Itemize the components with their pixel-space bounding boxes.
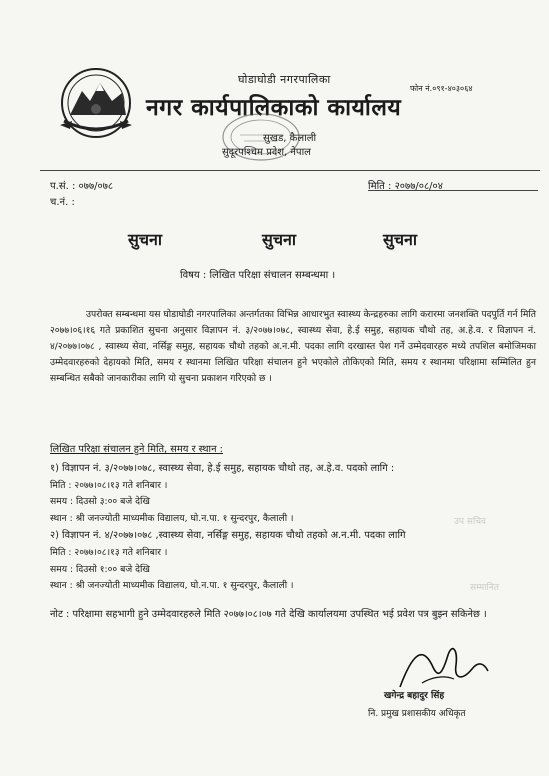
date-label: मिति (368, 181, 385, 192)
letter-date: मिति : २०७७/०८/०४ (368, 181, 443, 192)
date-underline (368, 190, 538, 191)
ps-value: ०७७/०७८ (78, 181, 114, 192)
date-value: २०७७/०८/०४ (394, 181, 443, 192)
schedule-item-1-date: मिति : २०७७।०८।१३ गते शनिबार । (50, 480, 168, 491)
reference-number: प.सं. : ०७७/०७८ (50, 181, 114, 192)
office-title: नगर कार्यपालिकाको कार्यालय (146, 95, 402, 121)
municipality-name: घोडाघोडी नगरपालिका (238, 73, 331, 86)
nepal-emblem-icon (50, 63, 142, 141)
signatory-title: नि. प्रमुख प्रशासकीय अधिकृत (368, 709, 466, 719)
subject-line: विषय : लिखित परिक्षा संचालन सम्बन्धमा । (180, 270, 336, 281)
ps-label: प.सं. (50, 181, 69, 192)
phone-number: फोन नं.०९१-४०३०६४ (410, 84, 473, 93)
schedule-item-2-place: स्थान : श्री जनज्योती माध्यमीक विद्यालय, घो.न.पा. १ सुन्दरपुर, कैलाली । (50, 580, 294, 591)
notice-heading-3: सुचना (383, 230, 418, 249)
cn-label: च.नं. (50, 197, 69, 208)
faint-mark-2: सम्मानित (470, 583, 499, 593)
notice-heading-2: सुचना (262, 230, 297, 249)
signatory-name: खगेन्द्र बहादुर सिंह (384, 691, 445, 701)
header-divider (40, 170, 540, 171)
schedule-item-1-time: समय : दिउसो ३:०० बजे देखि (50, 496, 150, 507)
schedule-item-2-heading: २) विज्ञापन नं. ४/२०७७।०७८ ,स्वास्थ्य सेवा, नर्सिङ्ग समुह, सहायक चौथो तहको अ.न.मी. पदका लागि (50, 530, 406, 541)
schedule-title: लिखित परिक्षा संचालन हुने मिति, समय र स्थान : (50, 444, 223, 455)
faint-mark-1: उप सचिव (454, 517, 487, 527)
body-paragraph (50, 307, 536, 387)
body-text: उपरोक्त सम्बन्धमा यस घोडाघोडी नगरपालिका अन्तर्गतका विभिन्न आधारभुत स्वास्थ्य केन्द्रहरुका लागि करारमा जनशक्ति पदपुर्ति गर्न मिति २०७७।०६।१६ गते प्रकाशित सुचना अनुसार विज्ञापन नं. ३/२०७७।०७८, स्वास्थ्य सेवा, हे.ई समुह, सहायक चौथो तह, अ.हे.व. र विज्ञापन नं. ४/२०७७।०७८ , स्वास्थ्य सेवा, नर्सिङ्ग समुह, सहायक चौथो तहको अ.न.मी. पदका लागि दरखास्त पेश गर्ने उम्मेदवारहरु मध्ये तपशिल बमोजिमका उम्मेदवारहरुको देहायको मिति, समय र स्थानमा लिखित परिक्षा संचालन हुने भएकोले तोकिएको मिति, समय र स्थानमा परिक्षामा सम्मिलित हुन सम्बन्धित सबैको जानकारीका लागि यो सुचना प्रकाशन गरिएको छ । (50, 309, 536, 384)
dispatch-number: च.नं. : (50, 197, 75, 208)
schedule-item-1-heading: १) विज्ञापन नं. ३/२०७७।०७८, स्वास्थ्य सेवा, हे.ई समुह, सहायक चौथो तह, अ.हे.व. पदको लागि : (50, 463, 395, 474)
signature-icon (392, 635, 492, 695)
notice-heading-1: सुचना (128, 230, 163, 249)
address-line-1: सुखड, कैलाली (263, 133, 317, 144)
schedule-item-2-date: मिति : २०७७।०८।१३ गते शनिबार । (50, 547, 168, 558)
schedule-item-2-time: समय : दिउसो १:०० बजे देखि (50, 564, 150, 575)
schedule-item-1-place: स्थान : श्री जनज्योती माध्यमीक विद्यालय, घो.न.पा. १ सुन्दरपुर, कैलाली । (50, 513, 294, 524)
note-paragraph: नोट : परिक्षामा सहभागी हुने उम्मेदवारहरुले मिति २०७७।०८।०७ गते देखि कार्यालयमा उपस्थित भई प्रवेश पत्र बुझ्न सकिनेछ । (50, 609, 487, 620)
address-line-2: सुदूरपश्चिम प्रदेश, नेपाल (222, 147, 311, 158)
